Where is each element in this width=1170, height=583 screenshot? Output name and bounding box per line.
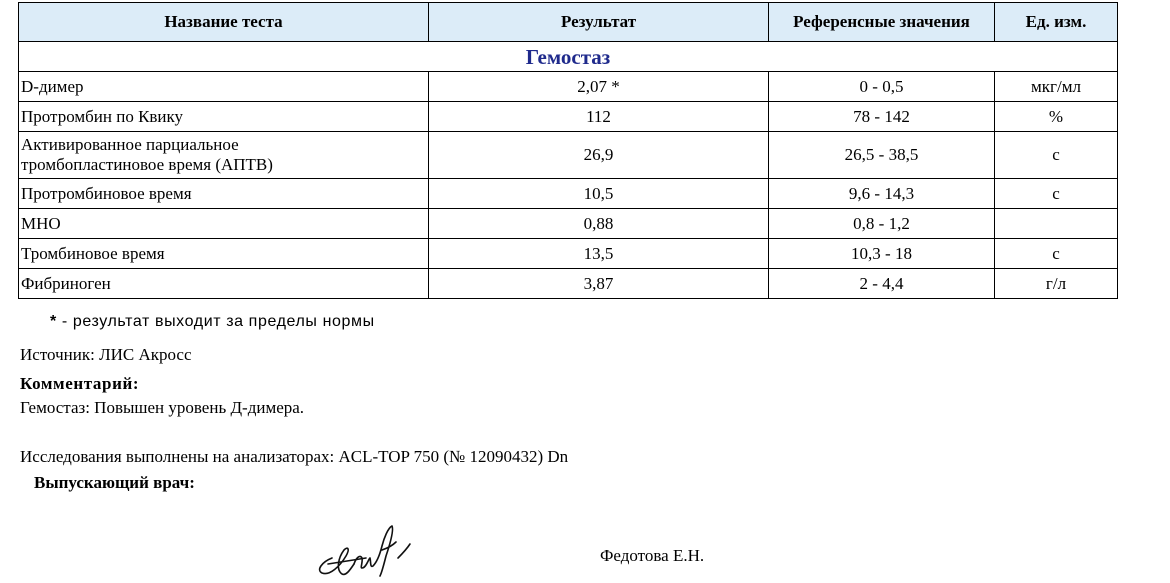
test-reference: 78 - 142	[769, 102, 995, 132]
test-name: D-димер	[19, 72, 429, 102]
results-table	[18, 2, 1118, 299]
test-reference: 0,8 - 1,2	[769, 209, 995, 239]
header-reference: Референсные значения	[769, 3, 995, 42]
abnormal-footnote	[50, 313, 375, 331]
signature-icon	[310, 518, 420, 580]
test-name: Протромбиновое время	[19, 179, 429, 209]
footnote-star: *	[50, 313, 57, 330]
test-reference: 9,6 - 14,3	[769, 179, 995, 209]
test-name: Тромбиновое время	[19, 239, 429, 269]
test-result: 26,9	[429, 132, 769, 179]
test-result: 0,88	[429, 209, 769, 239]
test-reference: 2 - 4,4	[769, 269, 995, 299]
header-unit: Ед. изм.	[995, 3, 1118, 42]
test-unit: с	[995, 239, 1118, 269]
test-reference: 10,3 - 18	[769, 239, 995, 269]
analyzers-line: Исследования выполнены на анализаторах: ACL-TOP 750 (№ 12090432) Dn	[20, 447, 569, 466]
table-row	[19, 269, 1118, 299]
table-row	[19, 132, 1118, 179]
test-result: 10,5	[429, 179, 769, 209]
test-result: 112	[429, 102, 769, 132]
doctor-heading: Выпускающий врач:	[34, 473, 195, 492]
test-name-line: тромбопластиновое время (АПТВ)	[21, 155, 273, 174]
source-line: Источник: ЛИС Акросс	[20, 345, 192, 364]
test-result: 13,5	[429, 239, 769, 269]
footnote-text: - результат выходит за пределы нормы	[56, 313, 375, 330]
comment-heading: Комментарий:	[20, 374, 140, 393]
section-row	[19, 42, 1118, 72]
section-title: Гемостаз	[19, 42, 1118, 72]
table-row	[19, 239, 1118, 269]
test-reference: 26,5 - 38,5	[769, 132, 995, 179]
test-unit: г/л	[995, 269, 1118, 299]
test-unit: с	[995, 132, 1118, 179]
header-result: Результат	[429, 3, 769, 42]
test-name: Протромбин по Квику	[19, 102, 429, 132]
table-row	[19, 72, 1118, 102]
table-row	[19, 179, 1118, 209]
table-header-row	[19, 3, 1118, 42]
test-name: Фибриноген	[19, 269, 429, 299]
test-name: МНО	[19, 209, 429, 239]
test-unit: с	[995, 179, 1118, 209]
table-row	[19, 209, 1118, 239]
doctor-name: Федотова Е.Н.	[600, 546, 705, 565]
test-unit: мкг/мл	[995, 72, 1118, 102]
test-result: 3,87	[429, 269, 769, 299]
test-name-line: Активированное парциальное	[21, 135, 239, 154]
test-unit	[995, 209, 1118, 239]
test-unit: %	[995, 102, 1118, 132]
table-row	[19, 102, 1118, 132]
test-result: 2,07 *	[429, 72, 769, 102]
test-name	[19, 132, 429, 179]
test-reference: 0 - 0,5	[769, 72, 995, 102]
comment-text: Гемостаз: Повышен уровень Д-димера.	[20, 398, 305, 417]
header-test-name: Название теста	[19, 3, 429, 42]
